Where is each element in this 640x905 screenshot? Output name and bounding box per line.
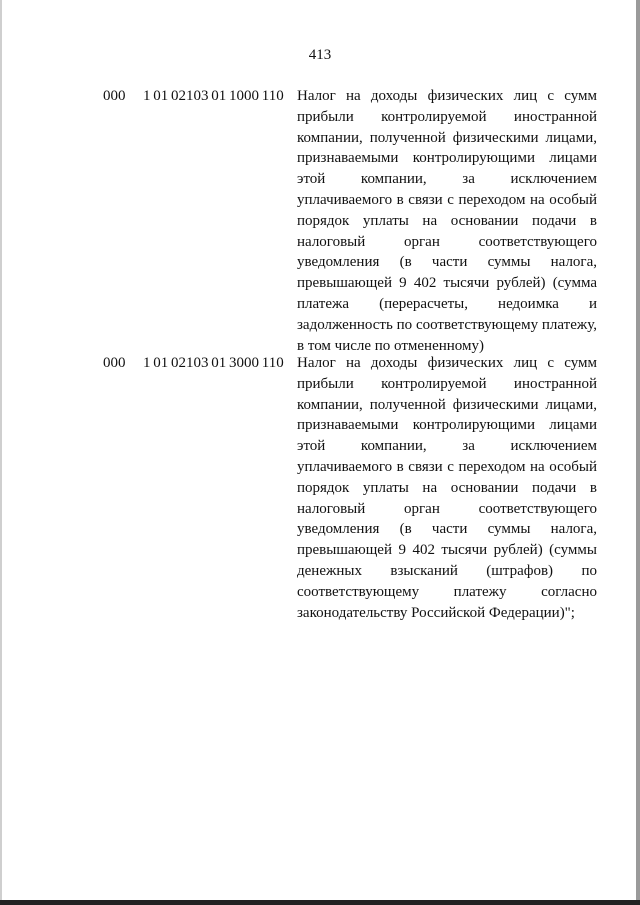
description-line: налоговый орган соответствующего (297, 500, 597, 517)
kbk-code: 1 01 02103 01 1000 110 (143, 88, 284, 104)
description-line: превышающей 9 402 тысячи рублей) (суммы (297, 542, 597, 559)
description-line: компании, полученной физическими лицами, (297, 396, 597, 413)
description-line: уведомления (в части суммы налога, (297, 254, 597, 271)
description-line: прибыли контролируемой иностранной (297, 108, 597, 125)
description-line: порядок уплаты на основании подачи в (297, 212, 597, 229)
description-line: уплачиваемого в связи с переходом на особый (297, 191, 597, 208)
description-line: прибыли контролируемой иностранной (297, 375, 597, 392)
description-line: порядок уплаты на основании подачи в (297, 479, 597, 496)
page-number: 413 (308, 47, 332, 63)
description-line: превышающей 9 402 тысячи рублей) (сумма (297, 275, 597, 292)
description-line: задолженность по соответствующему платежу, (297, 316, 597, 333)
description-line: Налог на доходы физических лиц с сумм (297, 88, 597, 104)
description-line: платежа (перерасчеты, недоимка и (297, 295, 597, 312)
description-line: в том числе по отмененному) (297, 337, 484, 354)
entry-description (297, 353, 597, 623)
description-line: компании, полученной физическими лицами, (297, 129, 597, 146)
description-line: этой компании, за исключением (297, 438, 597, 455)
admin-code: 000 (103, 88, 126, 104)
description-line: признаваемыми контролирующими лицами (297, 417, 597, 434)
description-line: соответствующему платежу согласно (297, 583, 597, 600)
scan-bottom-edge (0, 900, 640, 905)
description-line: уплачиваемого в связи с переходом на особый (297, 458, 597, 475)
kbk-code: 1 01 02103 01 3000 110 (143, 355, 284, 371)
description-line: денежных взысканий (штрафов) по (297, 562, 597, 579)
scan-right-edge (636, 0, 640, 905)
admin-code: 000 (103, 355, 126, 371)
description-line: признаваемыми контролирующими лицами (297, 150, 597, 167)
scan-left-edge (0, 0, 2, 905)
description-line: уведомления (в части суммы налога, (297, 521, 597, 538)
description-line: налоговый орган соответствующего (297, 233, 597, 250)
entry-description (297, 86, 597, 356)
description-line: Налог на доходы физических лиц с сумм (297, 355, 597, 371)
description-line: законодательству Российской Федерации)"; (297, 604, 575, 621)
description-line: этой компании, за исключением (297, 171, 597, 188)
